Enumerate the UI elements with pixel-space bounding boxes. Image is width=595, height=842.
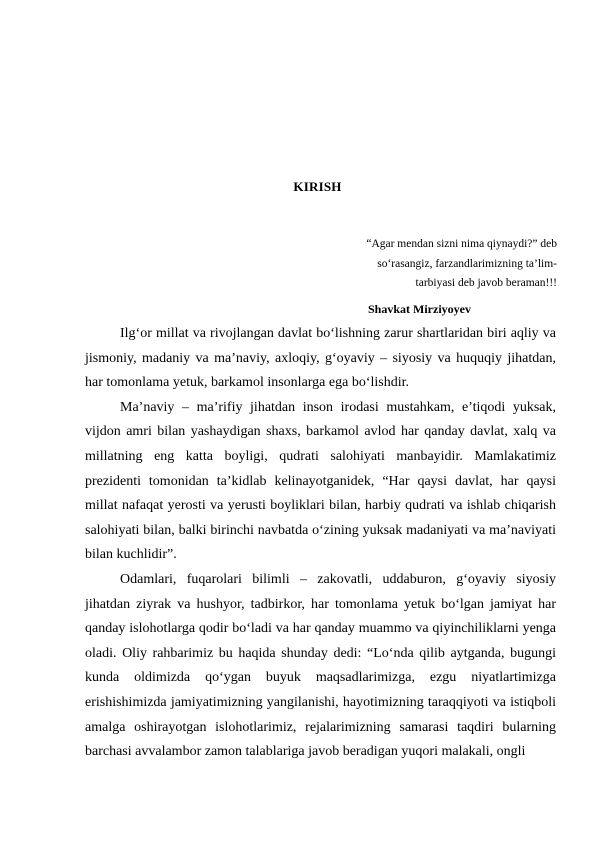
paragraph: Ilg‘or millat va rivojlangan davlat bo‘lishning zarur shartlaridan biri aqliy va jismoniy, madaniy va ma’naviy, axloqiy, g‘oyaviy – siyosiy va huquqiy jihatdan, har tomonlama yetuk, barkamol insonlarga ega bo‘lishdir.	[85, 326, 556, 391]
epigraph-line: so‘rasangiz, farzandlarimizning ta’lim-	[377, 257, 557, 270]
epigraph-line: tarbiyasi deb javob beraman!!!	[415, 277, 557, 290]
body-text	[85, 322, 556, 765]
epigraph-line: “Agar mendan sizni nima qiynaydi?” deb	[366, 238, 557, 250]
page-title: KIRISH	[293, 179, 342, 194]
paragraph: Odamlari, fuqarolari bilimli – zakovatli, uddaburon, g‘oyaviy siyosiy jihatdan ziyrak va hushyor, tadbirkor, har tomonlama yetuk bo‘lgan jamiyat har qanday islohotlarga qodir bo‘ladi va har qanday muammo va qiyinchiliklarni yenga oladi. Oliy rahbarimiz bu haqida shunday dedi: “Lo‘nda qilib aytganda, bugungi kunda oldimizda qo‘ygan buyuk maqsadlarimizga, ezgu niyatlartimizga erishishimizda jamiyatimizning yangilanishi, hayotimizning taraqqiyoti va istiqboli amalga oshirayotgan islohotlarimiz, rejalarimizning samarasi taqdiri bularning barchasi avvalambor zamon talablariga javob beradigan yuqori malakali, ongli	[85, 571, 556, 760]
epigraph-author: Shavkat Mirziyoyev	[368, 302, 471, 316]
epigraph	[297, 235, 557, 294]
paragraph: Ma’naviy – ma’rifiy jihatdan inson irodasi mustahkam, e’tiqodi yuksak, vijdon amri bilan yashaydigan shaxs, barkamol avlod har qanday davlat, xalq va millatning eng katta boyligi, qudrati salohiyati manbayidir. Mamlakatimiz prezidenti tomonidan ta’kidlab kelinayotganidek, “Har qaysi davlat, har qaysi millat nafaqat yerosti va yerusti boyliklari bilan, harbiy qudrati va ishlab chiqarish salohiyati bilan, balki birinchi navbatda o‘zining yuksak madaniyati va ma’naviyati bilan kuchlidir”.	[85, 399, 556, 563]
